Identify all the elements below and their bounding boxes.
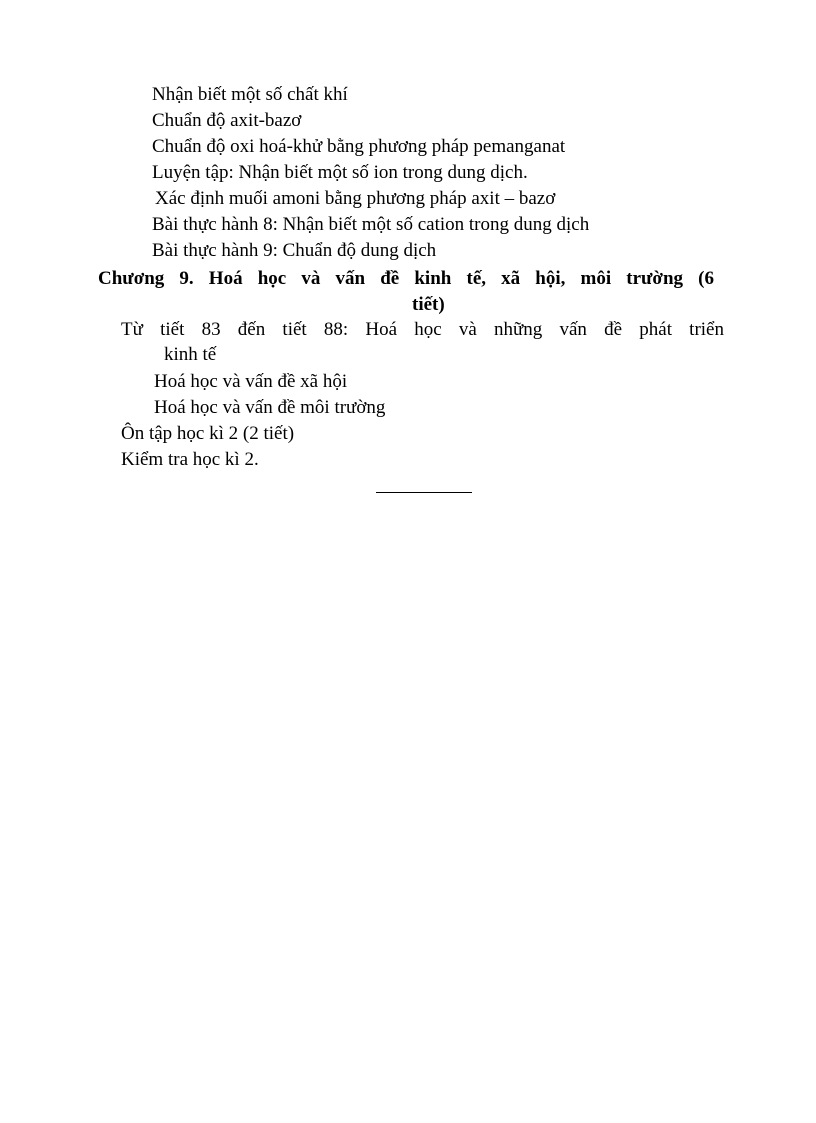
lesson-line-ion-practice: Luyện tập: Nhận biết một số ion trong dung dịch.	[152, 162, 528, 183]
lesson-line-acid-base-titration: Chuẩn độ axit-bazơ	[152, 110, 302, 131]
review-line: Ôn tập học kì 2 (2 tiết)	[121, 423, 295, 444]
chapter-heading-line-2: tiết)	[412, 294, 445, 315]
topic-environment: Hoá học và vấn đề môi trường	[154, 397, 386, 418]
lesson-line-gas-identification: Nhận biết một số chất khí	[152, 84, 348, 105]
chapter-heading-line-1: Chương 9. Hoá học và vấn đề kinh tế, xã hội, môi trường (6	[98, 268, 714, 289]
exam-line: Kiểm tra học kì 2.	[121, 449, 259, 470]
lesson-line-redox-titration: Chuẩn độ oxi hoá-khử bằng phương pháp pemanganat	[152, 136, 566, 157]
end-divider	[376, 492, 472, 493]
periods-line-1: Từ tiết 83 đến tiết 88: Hoá học và những vấn đề phát triển	[121, 319, 724, 340]
lesson-line-practice-9: Bài thực hành 9: Chuẩn độ dung dịch	[152, 240, 437, 261]
lesson-line-ammonium-salt: Xác định muối amoni bằng phương pháp axit – bazơ	[155, 188, 556, 209]
lesson-line-practice-8: Bài thực hành 8: Nhận biết một số cation trong dung dịch	[152, 214, 590, 235]
periods-line-2: kinh tế	[164, 344, 217, 365]
topic-social: Hoá học và vấn đề xã hội	[154, 371, 348, 392]
